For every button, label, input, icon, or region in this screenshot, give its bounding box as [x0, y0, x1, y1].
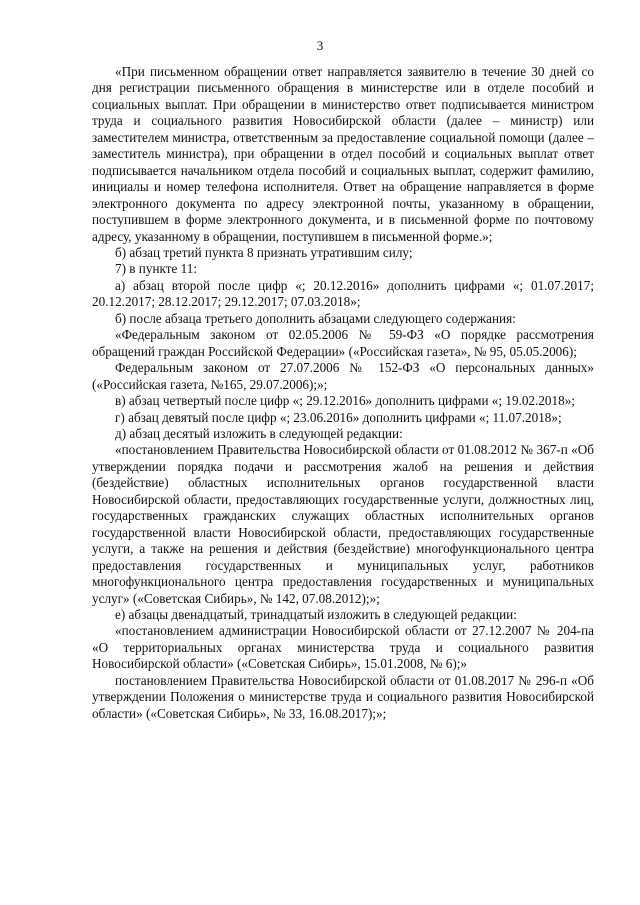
page-number: 3 [316, 38, 324, 53]
paragraph: «постановлением Правительства Новосибирской области от 01.08.2012 № 367-п «Об утверждении порядка подачи и рассмотрения жалоб на решения и действия (бездействие) областных исполнительных органов государственной власти Новосибирской области, предоставляющих государственные услуги, должностных лиц, государственных гражданских служащих областных исполнительных органов государственной власти Новосибирской области, предоставляющих государственные услуги, а также на решения и действия (бездействие) многофункционального центра предоставления государственных и муниципальных услуг, работников многофункционального центра предоставления государственных и муниципальных услуг» («Советская Сибирь», № 142, 07.08.2012);»; [92, 442, 594, 606]
paragraph: «При письменном обращении ответ направляется заявителю в течение 30 дней со дня регистрации письменного обращения в министерстве или в отделе пособий и социальных выплат. При обращении в министерство ответ подписывается министром труда и социального развития Новосибирской области (далее – министр) или заместителем министра, ответственным за предоставление социальной помощи (далее – заместитель министра), при обращении в отдел пособий и социальных выплат ответ подписывается начальником отдела пособий и социальных выплат, содержит фамилию, инициалы и номер телефона исполнителя. Ответ на обращение направляется в форме электронного документа по адресу электронной почты, указанному в обращении, поступившем в форме электронного документа, и в письменной форме по почтовому адресу, указанному в обращении, поступившем в письменной форме.»; [92, 64, 594, 244]
paragraph: в) абзац четвертый после цифр «; 29.12.2016» дополнить цифрами «; 19.02.2018»; [115, 393, 575, 409]
paragraph: б) абзац третий пункта 8 признать утратившим силу; [115, 244, 413, 260]
paragraph: а) абзац второй после цифр «; 20.12.2016» дополнить цифрами «; 01.07.2017; 20.12.2017; 28.12.2017; 29.12.2017; 07.03.2018»; [92, 277, 594, 310]
paragraph: постановлением Правительства Новосибирской области от 01.08.2017 № 296-п «Об утверждении Положения о министерстве труда и социального развития Новосибирской области» («Советская Сибирь», № 33, 16.08.2017);»; [92, 672, 594, 721]
paragraph: «Федеральным законом от 02.05.2006 № 59-ФЗ «О порядке рассмотрения обращений граждан Российской Федерации» («Российская газета», № 95, 05.05.2006); [92, 327, 594, 359]
document-body [92, 64, 594, 722]
paragraph: «постановлением администрации Новосибирской области от 27.12.2007 № 204-па «О территориальных органах министерства труда и социального развития Новосибирской области» («Советская Сибирь», 15.01.2008, № 6);» [92, 623, 594, 672]
paragraph: г) абзац девятый после цифр «; 23.06.2016» дополнить цифрами «; 11.07.2018»; [115, 409, 562, 425]
paragraph: д) абзац десятый изложить в следующей редакции: [115, 425, 403, 441]
paragraph: б) после абзаца третьего дополнить абзацами следующего содержания: [115, 310, 516, 326]
paragraph: Федеральным законом от 27.07.2006 № 152-ФЗ «О персональных данных» («Российская газета, №165, 29.07.2006);»; [92, 360, 594, 392]
paragraph: 7) в пункте 11: [115, 261, 198, 277]
paragraph: е) абзацы двенадцатый, тринадцатый изложить в следующей редакции: [115, 606, 517, 622]
